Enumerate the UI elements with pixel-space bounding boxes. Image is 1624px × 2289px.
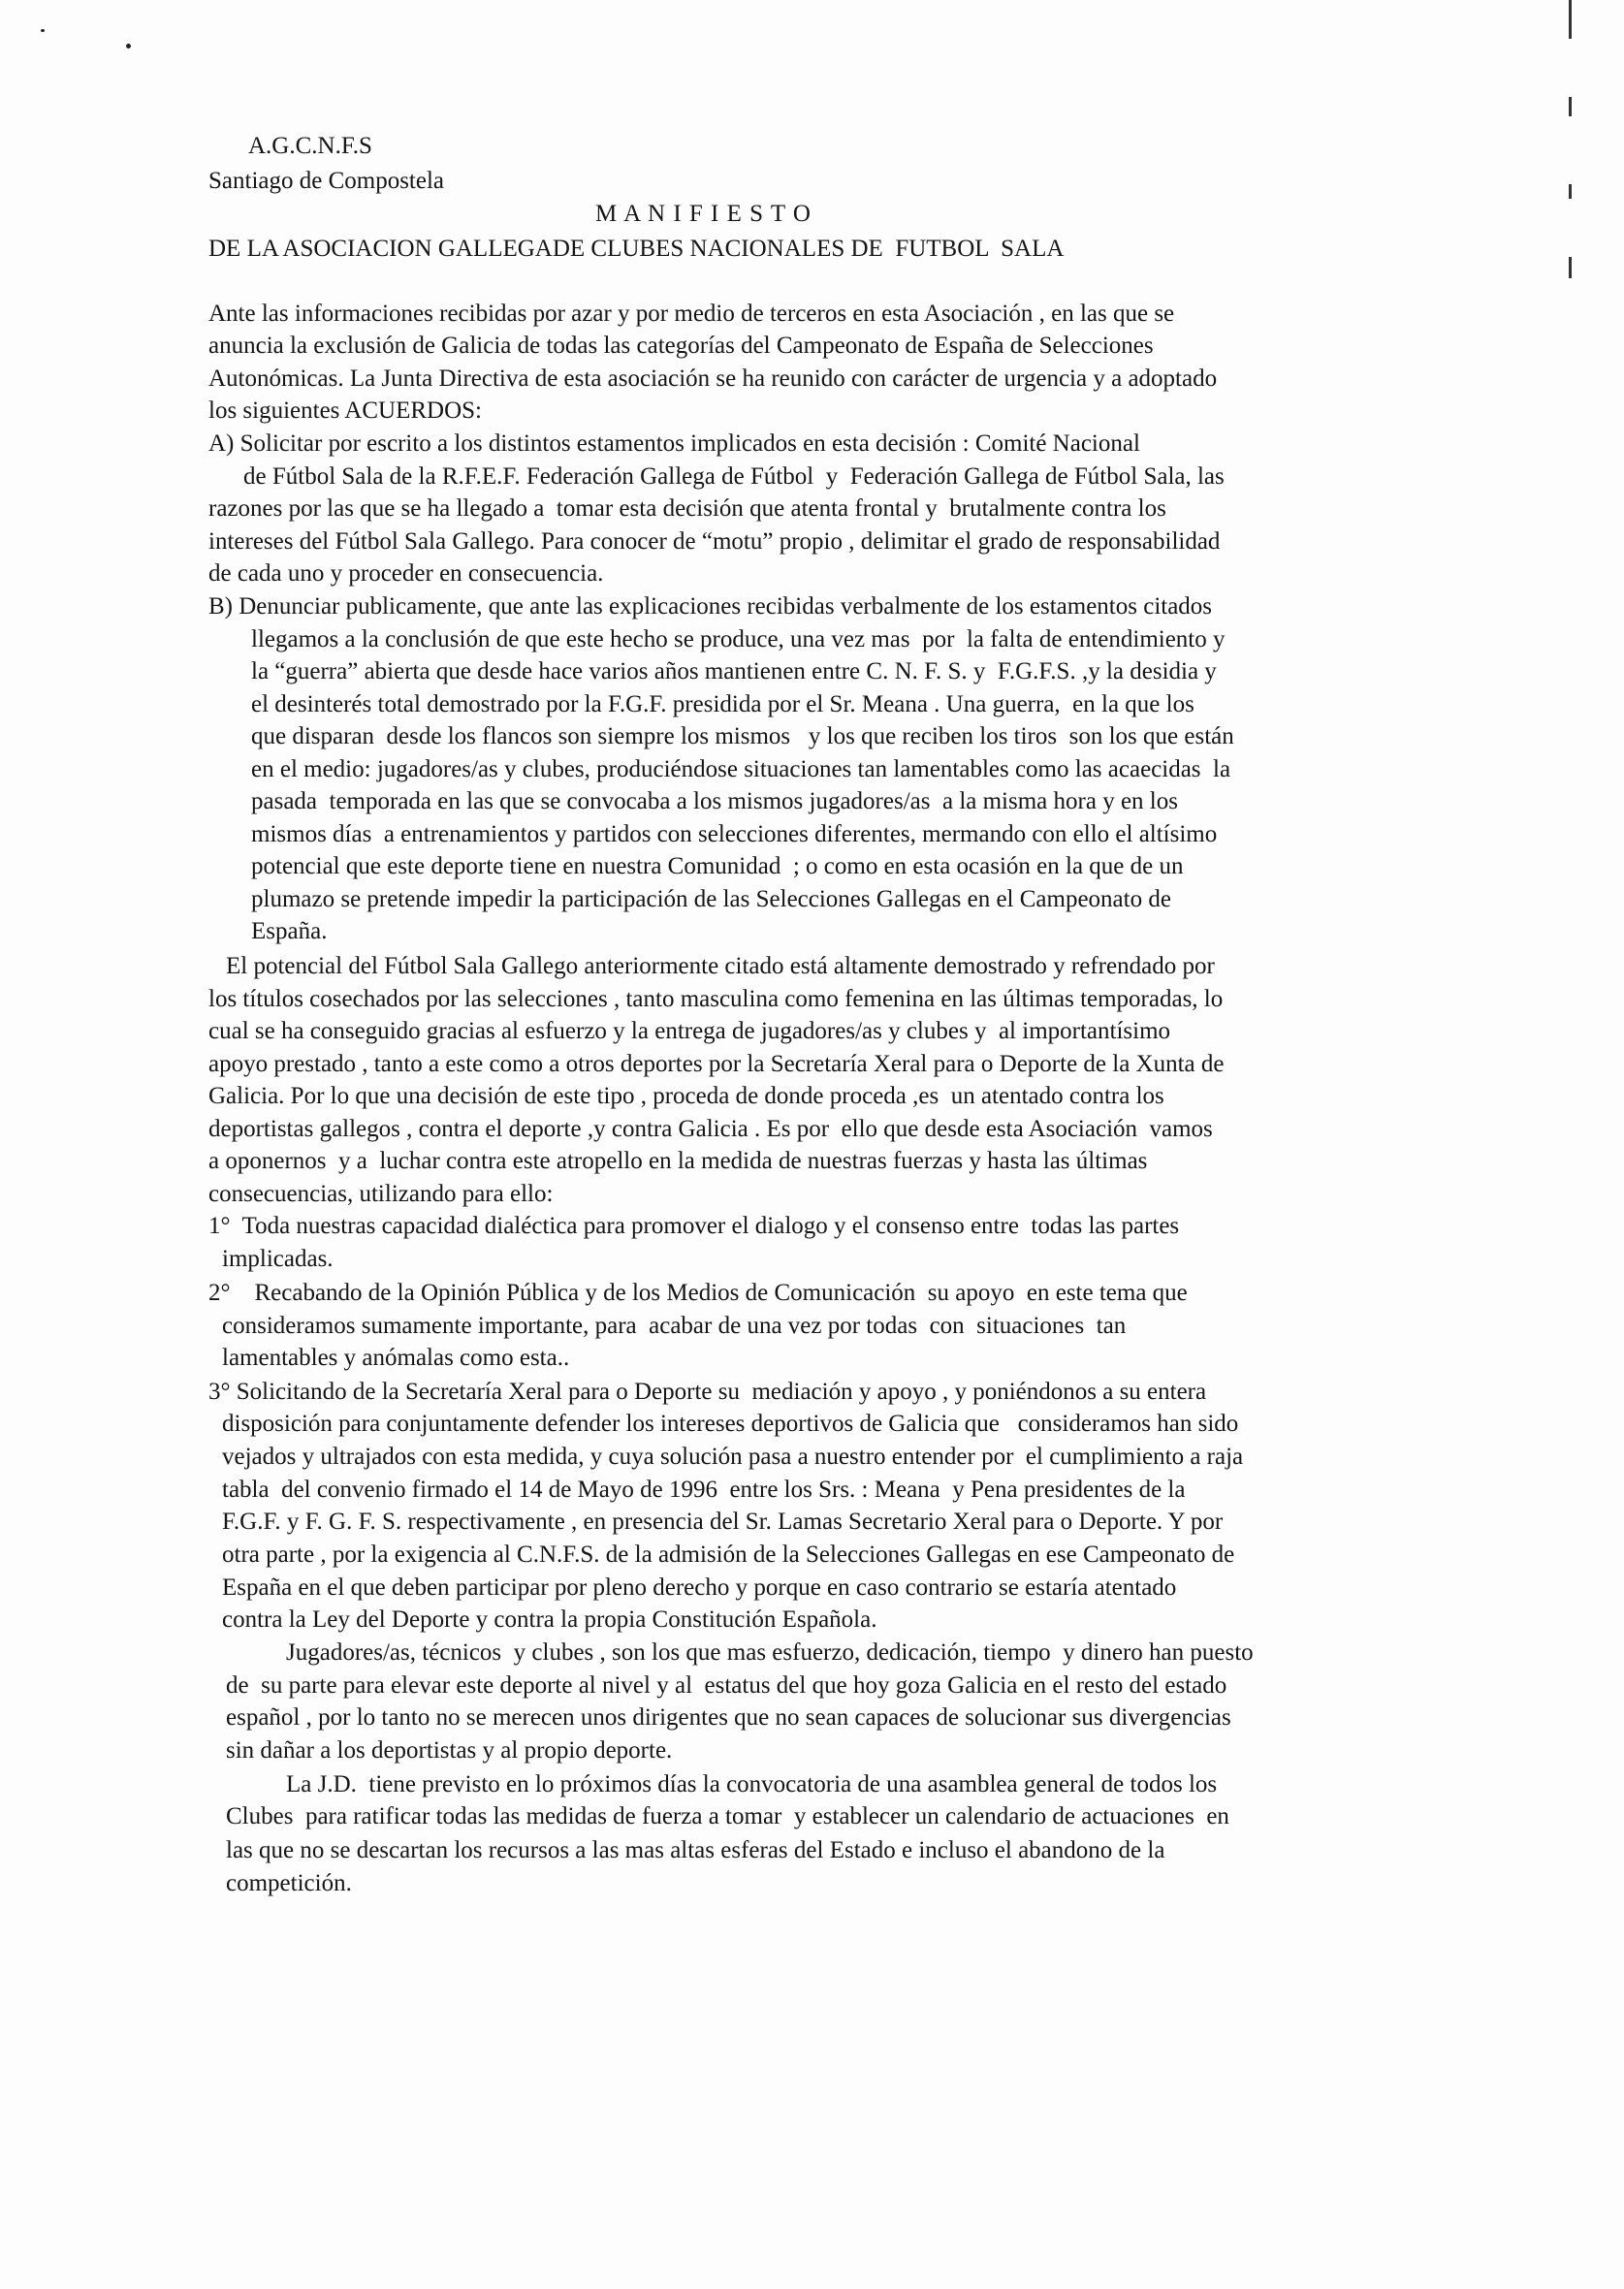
body-line: los siguientes ACUERDOS: xyxy=(208,397,482,424)
body-line: contra la Ley del Deporte y contra la propia Constitución Española. xyxy=(222,1606,877,1633)
body-line: anuncia la exclusión de Galicia de todas las categorías del Campeonato de España de Selecciones xyxy=(208,333,1154,359)
body-line: sin dañar a los deportistas y al propio deporte. xyxy=(226,1737,673,1764)
body-line: implicadas. xyxy=(222,1246,334,1272)
body-line: intereses del Fútbol Sala Gallego. Para conocer de “motu” propio , delimitar el grado de responsabilidad xyxy=(208,528,1221,555)
city: Santiago de Compostela xyxy=(208,168,445,194)
scan-edge-mark xyxy=(1569,0,1572,39)
body-line: en el medio: jugadores/as y clubes, produciéndose situaciones tan lamentables como las acaecidas la xyxy=(251,756,1231,782)
body-line: de Fútbol Sala de la R.F.E.F. Federación Gallega de Fútbol y Federación Gallega de Fútbol Sala, las xyxy=(243,463,1225,490)
body-line: B) Denunciar publicamente, que ante las explicaciones recibidas verbalmente de los estamentos citados xyxy=(208,593,1213,620)
body-line: lamentables y anómalas como esta.. xyxy=(222,1345,570,1371)
scan-speck xyxy=(126,44,131,48)
body-line: A) Solicitar por escrito a los distintos estamentos implicados en esta decisión : Comité Nacional xyxy=(208,430,1140,457)
body-line: vejados y ultrajados con esta medida, y cuya solución pasa a nuestro entender por el cumplimiento a raja xyxy=(222,1444,1244,1470)
body-line: F.G.F. y F. G. F. S. respectivamente , en presencia del Sr. Lamas Secretario Xeral para o Deporte. Y por xyxy=(222,1509,1224,1535)
body-line: a oponernos y a luchar contra este atropello en la medida de nuestras fuerzas y hasta las últimas xyxy=(208,1148,1148,1174)
body-line: Ante las informaciones recibidas por azar y por medio de terceros en esta Asociación , en las que se xyxy=(208,301,1175,327)
body-line: potencial que este deporte tiene en nuestra Comunidad ; o como en esta ocasión en la que de un xyxy=(251,853,1184,879)
body-line: Galicia. Por lo que una decisión de este tipo , proceda de donde proceda ,es un atentado contra los xyxy=(208,1083,1164,1109)
body-line: las que no se descartan los recursos a las mas altas esferas del Estado e incluso el abandono de la xyxy=(226,1837,1165,1863)
body-line: disposición para conjuntamente defender los intereses deportivos de Galicia que consideramos han sido xyxy=(222,1411,1239,1437)
body-line: mismos días a entrenamientos y partidos con selecciones diferentes, mermando con ello el altísimo xyxy=(251,821,1218,847)
body-line: 1° Toda nuestras capacidad dialéctica para promover el dialogo y el consenso entre todas las partes xyxy=(208,1213,1180,1239)
body-line: consecuencias, utilizando para ello: xyxy=(208,1181,554,1207)
body-line: la “guerra” abierta que desde hace varios años mantienen entre C. N. F. S. y F.G.F.S. ,y la desidia y xyxy=(251,658,1217,684)
body-line: competición. xyxy=(226,1870,352,1896)
body-line: La J.D. tiene previsto en lo próximos días la convocatoria de una asamblea general de todos los xyxy=(286,1771,1218,1797)
body-line: El potencial del Fútbol Sala Gallego anteriormente citado está altamente demostrado y refrendado por xyxy=(226,953,1215,979)
body-line: España. xyxy=(251,918,328,944)
document-subtitle: DE LA ASOCIACION GALLEGADE CLUBES NACIONALES DE FUTBOL SALA xyxy=(208,236,1065,262)
body-line: apoyo prestado , tanto a este como a otros deportes por la Secretaría Xeral para o Deporte de la Xunta de xyxy=(208,1051,1225,1077)
scan-edge-mark xyxy=(1569,97,1572,116)
body-line: razones por las que se ha llegado a tomar esta decisión que atenta frontal y brutalmente contra los xyxy=(208,495,1166,522)
body-line: llegamos a la conclusión de que este hecho se produce, una vez mas por la falta de entendimiento y xyxy=(251,626,1226,652)
body-line: español , por lo tanto no se merecen unos dirigentes que no sean capaces de solucionar sus divergencias xyxy=(226,1704,1231,1731)
body-line: plumazo se pretende impedir la participación de las Selecciones Gallegas en el Campeonato de xyxy=(251,886,1171,912)
body-line: 3° Solicitando de la Secretaría Xeral para o Deporte su mediación y apoyo , y poniéndonos a su entera xyxy=(208,1379,1207,1405)
body-line: el desinterés total demostrado por la F.G.F. presidida por el Sr. Meana . Una guerra, en la que los xyxy=(251,691,1194,717)
body-line: los títulos cosechados por las selecciones , tanto masculina como femenina en las últimas temporadas, lo xyxy=(208,986,1224,1012)
body-line: Clubes para ratificar todas las medidas de fuerza a tomar y establecer un calendario de actuaciones en xyxy=(226,1803,1229,1829)
org-acronym: A.G.C.N.F.S xyxy=(248,133,372,159)
body-line: deportistas gallegos , contra el deporte ,y contra Galicia . Es por ello que desde esta Asociación vamos xyxy=(208,1116,1213,1142)
body-line: que disparan desde los flancos son siempre los mismos y los que reciben los tiros son los que están xyxy=(251,723,1234,749)
body-line: Autonómicas. La Junta Directiva de esta asociación se ha reunido con carácter de urgencia y a adoptado xyxy=(208,366,1218,392)
body-line: tabla del convenio firmado el 14 de Mayo de 1996 entre los Srs. : Meana y Pena presidentes de la xyxy=(222,1477,1186,1503)
body-line: consideramos sumamente importante, para acabar de una vez por todas con situaciones tan xyxy=(222,1313,1127,1339)
body-line: Jugadores/as, técnicos y clubes , son los que mas esfuerzo, dedicación, tiempo y dinero han puesto xyxy=(286,1639,1254,1666)
body-line: España en el que deben participar por pleno derecho y porque en caso contrario se estaría atentado xyxy=(222,1574,1177,1601)
body-line: pasada temporada en las que se convocaba a los mismos jugadores/as a la misma hora y en los xyxy=(251,788,1178,814)
scan-speck xyxy=(41,29,45,32)
document-title: M A N I F I E S T O xyxy=(595,201,812,227)
body-line: 2° Recabando de la Opinión Pública y de los Medios de Comunicación su apoyo en este tema que xyxy=(208,1280,1188,1306)
scan-edge-mark xyxy=(1569,257,1572,278)
body-line: de su parte para elevar este deporte al nivel y al estatus del que hoy goza Galicia en el resto del estado xyxy=(226,1672,1227,1699)
body-line: de cada uno y proceder en consecuencia. xyxy=(208,560,604,587)
body-line: otra parte , por la exigencia al C.N.F.S. de la admisión de la Selecciones Gallegas en ese Campeonato de xyxy=(222,1542,1235,1568)
scan-edge-mark xyxy=(1569,184,1572,199)
body-line: cual se ha conseguido gracias al esfuerzo y la entrega de jugadores/as y clubes y al importantísimo xyxy=(208,1018,1171,1044)
